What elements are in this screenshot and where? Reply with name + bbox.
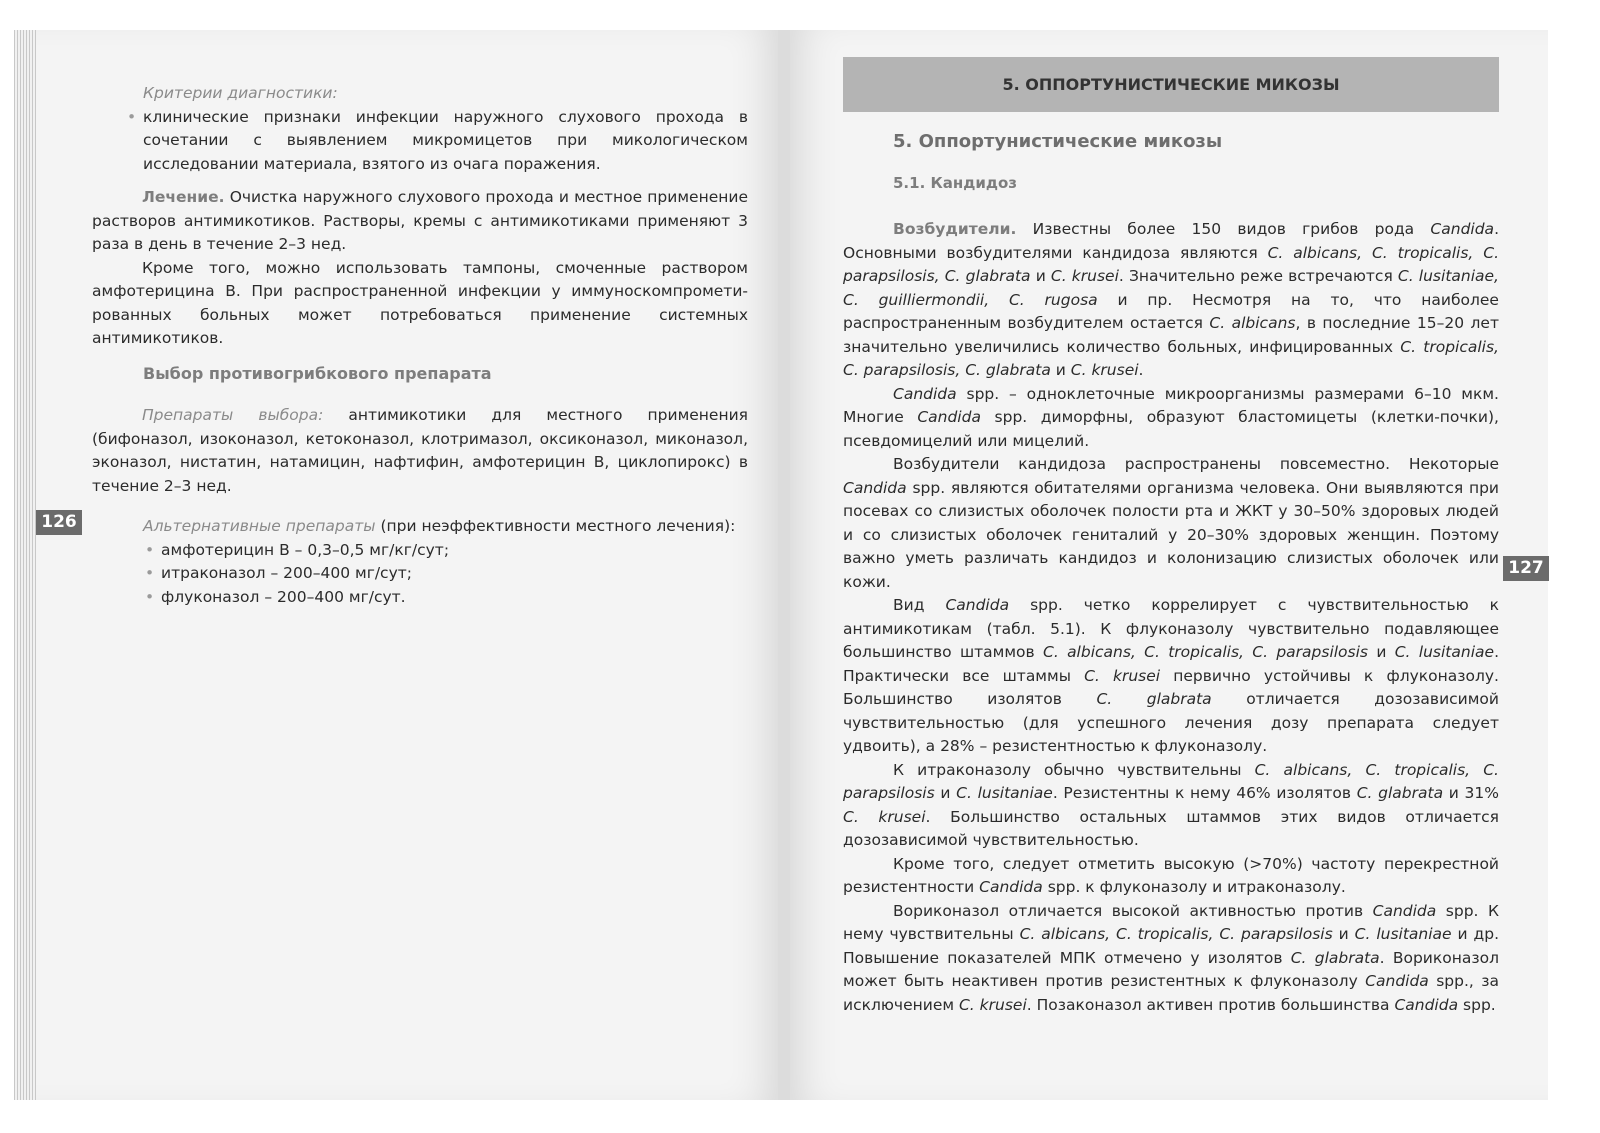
paragraph-cross-resistance: Кроме того, следует отметить высокую (>70%) частоту перекрестной резистентности Candida spp. к флуконазолу и итраконазолу. [843, 854, 1499, 896]
drugs-choice-text: антимикотики для местного применения (бифоназол, изоконазол, кетоконазол, клотримазол, оксиконазол, миконазол, эконазол, нистатин, натамицин, нафтифин, амфотерицин В, циклопирокс) в течение 2–3 нед. [92, 406, 748, 495]
paragraph-distribution: Возбудители кандидоза распространены повсеместно. Некоторые Candida spp. являются обитателями организма человека. Они выявляются при посевах со слизистых оболочек полости рта и ЖКТ у 30–50% здоровых людей и со слизистых оболочек гениталий у 20–30% здоровых женщин. Поэтому важно уметь различать кандидоз и колонизацию слизистых оболочек или кожи. [843, 455, 1500, 591]
alt-item: • итраконазол – 200–400 мг/сут; [143, 562, 748, 586]
right-body [843, 218, 1499, 1017]
treatment-text: Очистка наружного слухового прохода и местное применение растворов антимикотиков. Растворы, кремы с антимикотиками применяют 3 раза в день в течение 2–3 нед. [92, 188, 748, 253]
page-edges [14, 30, 36, 1100]
criteria-item: • клинические признаки инфекции наружного слухового прохода в сочетании с выявлением микромицетов при микологическом исследовании материала, взятого из очага поражения. [125, 106, 748, 177]
alt-item: • амфотерицин В – 0,3–0,5 мг/кг/сут; [143, 539, 748, 563]
besides-paragraph: Кроме того, можно использовать тампоны, смоченные раствором амфотерицина В. При распространенной инфекции у иммуноскомпромети-рованных больных может потребоваться применение системных антимикотиков. [92, 258, 748, 347]
page-number-right: 127 [1503, 556, 1549, 581]
section-title: 5.1. Кандидоз [893, 174, 1017, 192]
paragraph-voriconazole: Вориконазол отличается высокой активностью против Candida spp. К нему чувствительны C. albicans, C. tropicalis, C. parapsilosis и C. lusitaniae и др. Повышение показателей МПК отмечено у изолятов C. glabrata. Вориконазол может быть неактивен против резистентных к флуконазолу Candida spp., за исключением C. krusei. Позаконазол активен против большинства Candida spp. [843, 901, 1499, 1014]
treatment-section [92, 186, 748, 351]
alt-label: Альтернативные препараты [143, 517, 376, 535]
criteria-section [143, 82, 748, 176]
paragraph-itraconazole: К итраконазолу обычно чувствительны C. albicans, C. tropicalis, C. parapsilosis и C. lusitaniae. Резистентны к нему 46% изолятов C. glabrata и 31% C. krusei. Большинство остальных штаммов этих видов отличается дозозависимой чувствительностью. [843, 760, 1499, 849]
paragraph-sensitivity: Вид Candida spp. четко коррелирует с чувствительностью к антимикотикам (табл. 5.1). К флуконазолу чувствительно подавляющее большинство штаммов C. albicans, C. tropicalis, C. parapsilosis и C. lusitaniae. Практически все штаммы C. krusei первично устойчивы к флуконазолу. Большинство изолятов C. glabrata отличается дозозависимой чувствительностью (для успешного лечения дозу препарата следует удвоить), а 28% – резистентностью к флуконазолу. [843, 596, 1499, 755]
chapter-title: 5. Оппортунистические микозы [893, 131, 1223, 152]
book-gutter [778, 30, 790, 1100]
running-header: 5. ОППОРТУНИСТИЧЕСКИЕ МИКОЗЫ [843, 57, 1499, 112]
treatment-label: Лечение. [142, 188, 225, 206]
criteria-title: Критерии диагностики: [143, 84, 338, 102]
paragraph-morphology: Candida spp. – одноклеточные микроорганизмы размерами 6–10 мкм. Многие Candida spp. диморфны, образуют бластомицеты (клетки-почки), псевдомицелий или мицелий. [843, 384, 1499, 450]
criteria-list [125, 106, 748, 177]
alt-list [143, 539, 748, 610]
alt-item: • флуконазол – 200–400 мг/сут. [143, 586, 748, 610]
drugs-choice-label: Препараты выбора: [142, 406, 324, 424]
alternatives-section [143, 515, 748, 609]
drugs-choice-paragraph [92, 404, 748, 498]
alt-text: (при неэффективности местного лечения): [380, 517, 736, 535]
page-number-left: 126 [36, 510, 82, 535]
paragraph-pathogens: Возбудители. Известны более 150 видов грибов рода Candida. Основными возбудителями кандидоза являются C. albicans, C. tropicalis, C. parapsilosis, C. glabrata и C. krusei. Значительно реже встречаются C. lusitaniae, C. guilliermondii, C. rugosa и пр. Несмотря на то, что наиболее распространенным возбудителем остается C. albicans, в последние 15–20 лет значительно увеличились количество больных, инфицированных C. tropicalis, C. parapsilosis, C. glabrata и C. krusei. [843, 220, 1499, 379]
drug-choice-title: Выбор противогрибкового препарата [143, 364, 492, 383]
